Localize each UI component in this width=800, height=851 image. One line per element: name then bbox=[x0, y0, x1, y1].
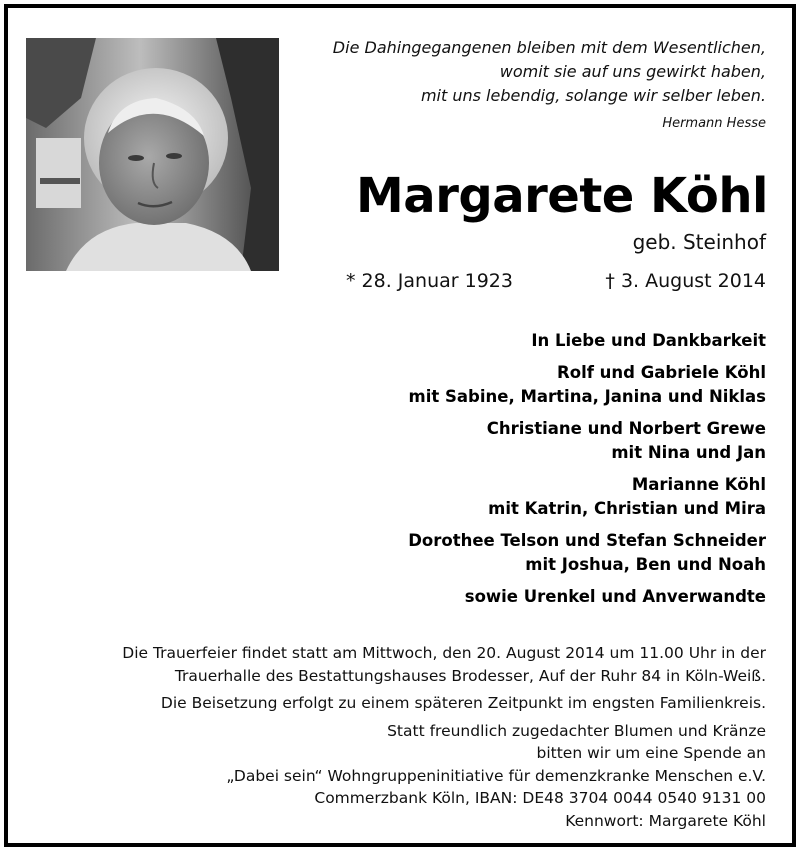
portrait-image bbox=[26, 38, 279, 271]
notice-block bbox=[26, 642, 766, 837]
obituary-frame bbox=[4, 4, 796, 847]
burial-line: Die Beisetzung erfolgt zu einem späteren Zeitpunkt im engsten Familienkreis. bbox=[160, 694, 766, 712]
mourners-closing: sowie Urenkel und Anverwandte bbox=[464, 587, 766, 606]
ceremony-paragraph bbox=[26, 642, 766, 687]
mourners-intro-group bbox=[206, 329, 766, 353]
family-line: mit Sabine, Martina, Janina und Niklas bbox=[408, 387, 766, 406]
family-group bbox=[206, 473, 766, 521]
mourners-block bbox=[206, 329, 766, 617]
family-group bbox=[206, 361, 766, 409]
ceremony-line: Trauerhalle des Bestattungshauses Brodesser, Auf der Ruhr 84 in Köln-Weiß. bbox=[174, 666, 766, 685]
mourners-intro: In Liebe und Dankbarkeit bbox=[531, 331, 766, 350]
birth-name: geb. Steinhof bbox=[632, 230, 766, 254]
burial-paragraph bbox=[26, 692, 766, 715]
quote-line: mit uns lebendig, solange wir selber leben. bbox=[420, 86, 766, 105]
family-line: Rolf und Gabriele Köhl bbox=[557, 363, 766, 382]
family-line: Dorothee Telson und Stefan Schneider bbox=[408, 531, 766, 550]
family-group bbox=[206, 529, 766, 577]
ceremony-line: Die Trauerfeier findet statt am Mittwoch, den 20. August 2014 um 11.00 Uhr in der bbox=[122, 644, 766, 662]
mourners-closing-group bbox=[206, 585, 766, 609]
quote-line: Die Dahingegangenen bleiben mit dem Wesentlichen, bbox=[332, 38, 766, 57]
family-line: mit Nina und Jan bbox=[611, 443, 766, 462]
quote-line: womit sie auf uns gewirkt haben, bbox=[499, 62, 766, 81]
portrait-photo bbox=[26, 38, 279, 271]
deceased-name: Margarete Köhl bbox=[356, 168, 768, 224]
family-line: Christiane und Norbert Grewe bbox=[486, 419, 766, 438]
family-line: mit Joshua, Ben und Noah bbox=[525, 555, 766, 574]
donation-line: bitten wir um eine Spende an bbox=[536, 744, 766, 762]
donation-line: Statt freundlich zugedachter Blumen und Kränze bbox=[387, 721, 766, 740]
quote-block bbox=[296, 36, 766, 136]
donation-line: Kennwort: Margarete Köhl bbox=[565, 811, 766, 830]
family-group bbox=[206, 417, 766, 465]
donation-line: Commerzbank Köln, IBAN: DE48 3704 0044 0540 9131 00 bbox=[314, 789, 766, 807]
donation-line: „Dabei sein“ Wohngruppeninitiative für demenzkranke Menschen e.V. bbox=[226, 766, 766, 785]
death-date: † 3. August 2014 bbox=[605, 270, 766, 292]
family-line: Marianne Köhl bbox=[631, 475, 766, 494]
quote-author: Hermann Hesse bbox=[662, 116, 766, 131]
donation-paragraph bbox=[26, 720, 766, 833]
birth-date: * 28. Januar 1923 bbox=[346, 270, 513, 292]
family-line: mit Katrin, Christian und Mira bbox=[488, 499, 766, 518]
